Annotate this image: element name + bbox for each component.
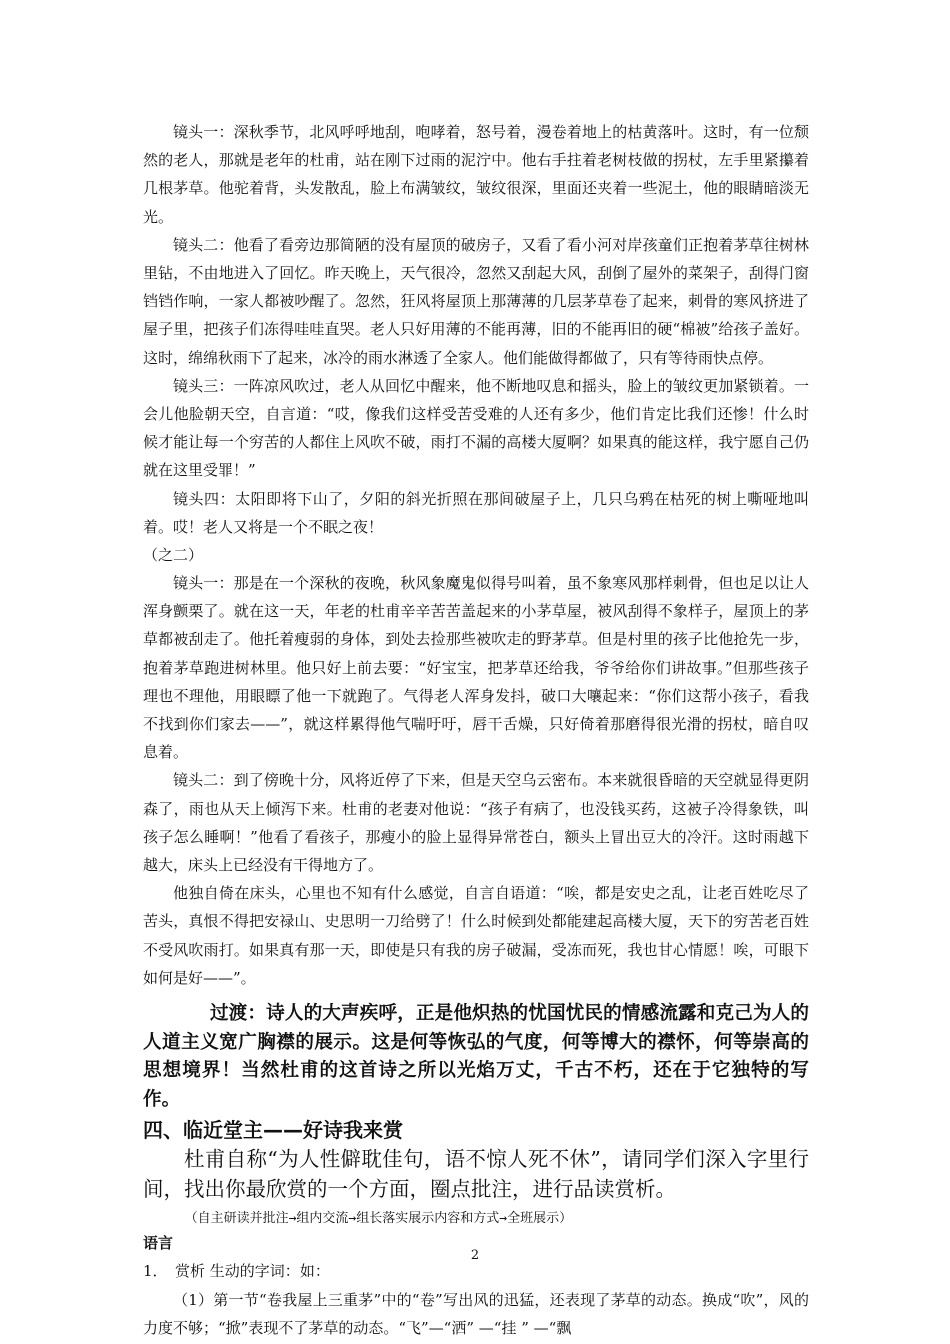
- page-content: [143, 118, 809, 1343]
- subheading: （之二）: [143, 546, 204, 565]
- shot-paragraph-2: 镜头二：他看了看旁边那简陋的没有屋顶的破房子，又看了看小河对岸孩童们正抱着茅草往树林里钻，不由地进入了回忆。昨天晚上，天气很冷，忽然又刮起大风，刮倒了屋外的菜架子，刮得门窗铛铛作响，一家人都被吵醒了。忽然，狂风将屋顶上那薄薄的几层茅草卷了起来，刺骨的寒风挤进了屋子里，把孩子们冻得哇哇直哭。老人只好用薄的不能再薄，旧的不能再旧的硬“棉被”给孩子盖好。这时，绵绵秋雨下了起来，冰冷的雨水淋透了全家人。他们能做得都做了，只有等待雨快点停。: [143, 235, 809, 367]
- shot-paragraph-3: 镜头三：一阵凉风吹过，老人从回忆中醒来，他不断地叹息和摇头，脸上的皱纹更加紧锁着。一会儿他脸朝天空，自言道：“哎，像我们这样受苦受难的人还有多少，他们肯定比我们还惨！什么时候才能让每一个穷苦的人都住上风吹不破，雨打不漏的高楼大厦啊？如果真的能这样，我宁愿自己仍就在这里受罪！”: [143, 376, 809, 480]
- shot-paragraph-1: 镜头一：深秋季节，北风呼呼地刮，咆哮着，怒号着，漫卷着地上的枯黄落叶。这时，有一位颓然的老人，那就是老年的杜甫，站在刚下过雨的泥泞中。他右手拄着老树枝做的拐杖，左手里紧攥着几根茅草。他驼着背，头发散乱，脸上布满皱纹，皱纹很深，里面还夹着一些泥土，他的眼睛暗淡无光。: [143, 123, 809, 226]
- list-item-1-detail: （1）第一节“卷我屋上三重茅”中的“卷”写出风的迅猛，还表现了茅草的动态。换成“吹”，风的力度不够；“掀”表现不了茅草的动态。“飞”—“洒” —“挂 ” —“飘: [143, 1291, 809, 1338]
- language-label: 语言: [143, 1234, 174, 1253]
- shot-paragraph-5: 镜头一：那是在一个深秋的夜晚，秋风象魔鬼似得号叫着，虽不象寒风那样刺骨，但也足以让人浑身颤栗了。就在这一天，年老的杜甫辛辛苦苦盖起来的小茅草屋，被风刮得不象样子，屋顶上的茅草都被刮走了。他托着瘦弱的身体，到处去捡那些被吹走的野茅草。但是村里的孩子比他抢先一步，抱着茅草跑进树林里。他只好上前去要：“好宝宝，把茅草还给我，爷爷给你们讲故事。”但那些孩子理也不理他，用眼瞟了他一下就跑了。气得老人浑身发抖，破口大嚷起来：“你们这帮小孩子，看我不找到你们家去——”，就这样累得他气喘吁吁，唇干舌燥，只好倚着那磨得很光滑的拐杖，暗自叹息着。: [143, 574, 809, 762]
- shot-paragraph-6: 镜头二：到了傍晚十分，风将近停了下来，但是天空乌云密布。本来就很昏暗的天空就显得更阴森了，雨也从天上倾泻下来。杜甫的老妻对他说：“孩子有病了，也没钱买药，这被子冷得象铁，叫孩子怎么睡啊！”他看了看孩子，那瘦小的脸上显得异常苍白，额头上冒出豆大的冷汗。这时雨越下越大，床头上已经没有干得地方了。: [143, 771, 809, 875]
- process-note: （自主研读并批注→组内交流→组长落实展示内容和方式→全班展示）: [184, 1211, 573, 1227]
- shot-paragraph-4: 镜头四：太阳即将下山了，夕阳的斜光折照在那间破屋子上，几只乌鸦在枯死的树上嘶哑地叫着。哎！老人又将是一个不眠之夜！: [143, 489, 809, 536]
- shot-paragraph-7: 他独自倚在床头，心里也不知有什么感觉，自言自语道：“唉，都是安史之乱，让老百姓吃尽了苦头，真恨不得把安禄山、史思明一刀给劈了！什么时候到处都能建起高楼大厦，天下的穷苦老百姓不受风吹雨打。如果真有那一天，即使是只有我的房子破漏，受冻而死，我也甘心情愿！唉，可眼下如何是好——”。: [143, 884, 809, 987]
- section-title: 四、临近堂主——好诗我来赏: [143, 1118, 403, 1143]
- transition-paragraph: 过渡：诗人的大声疾呼，正是他炽热的忧国忧民的情感流露和克己为人的人道主义宽广胸襟的展示。这是何等恢弘的气度，何等博大的襟怀，何等崇高的思想境界！当然杜甫的这首诗之所以光焰万丈，千古不朽，还在于它独特的写作。: [143, 1003, 809, 1110]
- list-item-1: 1． 赏析 生动的字词：如：: [143, 1262, 330, 1281]
- page-number: 2: [470, 1248, 480, 1263]
- section-intro: 杜甫自称“为人性僻耽佳句，语不惊人死不休”，请同学们深入字里行间，找出你最欣赏的一个方面，圈点批注，进行品读赏析。: [143, 1147, 809, 1202]
